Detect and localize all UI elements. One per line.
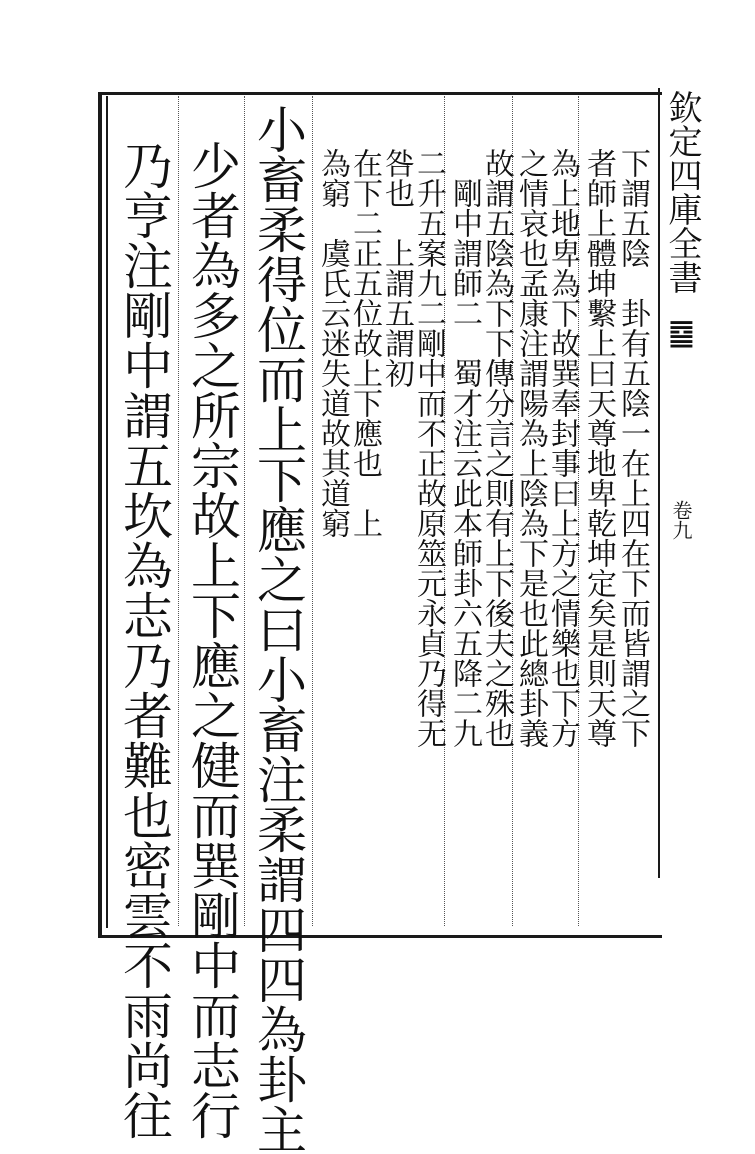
- volume-label: 卷九: [669, 500, 693, 540]
- text-column-1: 乃亨注剛中謂五坎為志乃者難也密雲不雨尚往: [115, 140, 173, 1140]
- text-column-2: 少者為多之所宗故上下應之健而巽剛中而志行: [183, 140, 241, 1140]
- text-column-12: 者師上體坤繫上曰天尊地卑乾坤定矣是則天尊: [581, 148, 616, 748]
- text-column-10: 之情哀也孟康注謂陽為上陰為下是也此總卦義: [513, 148, 548, 748]
- text-column-9: 故謂五陰為下下傳分言之則有上下後夫之殊也: [479, 148, 514, 748]
- text-column-13: 下謂五陰 卦有五陰一在上四在下而皆謂之下: [615, 148, 650, 748]
- book-title: 欽定四庫全書: [662, 90, 702, 294]
- text-column-8: 剛中謂師二 蜀才注云此本師卦六五降二九: [447, 178, 482, 748]
- column-rule: [244, 96, 245, 926]
- hexagram-mark: ䷈: [664, 316, 699, 351]
- page-margin: [658, 88, 702, 878]
- text-column-5: 在下二正五位故上下應也 上: [347, 148, 382, 538]
- text-column-3: 小畜柔得位而上下應之曰小畜注柔謂四四為卦主: [249, 104, 307, 1154]
- column-rule: [312, 96, 313, 926]
- text-column-7: 二升五案九二剛中而不正故原筮元永貞乃得无: [411, 148, 446, 748]
- text-column-11: 為上地卑為下故巽奉封事曰上方之情樂也下方: [545, 148, 580, 748]
- text-column-4: 為窮 虞氏云迷失道故其道窮: [315, 148, 350, 538]
- frame-inner-rule: [106, 96, 108, 928]
- column-rule: [178, 96, 179, 926]
- text-column-6: 咎也 上謂五謂初: [379, 148, 414, 388]
